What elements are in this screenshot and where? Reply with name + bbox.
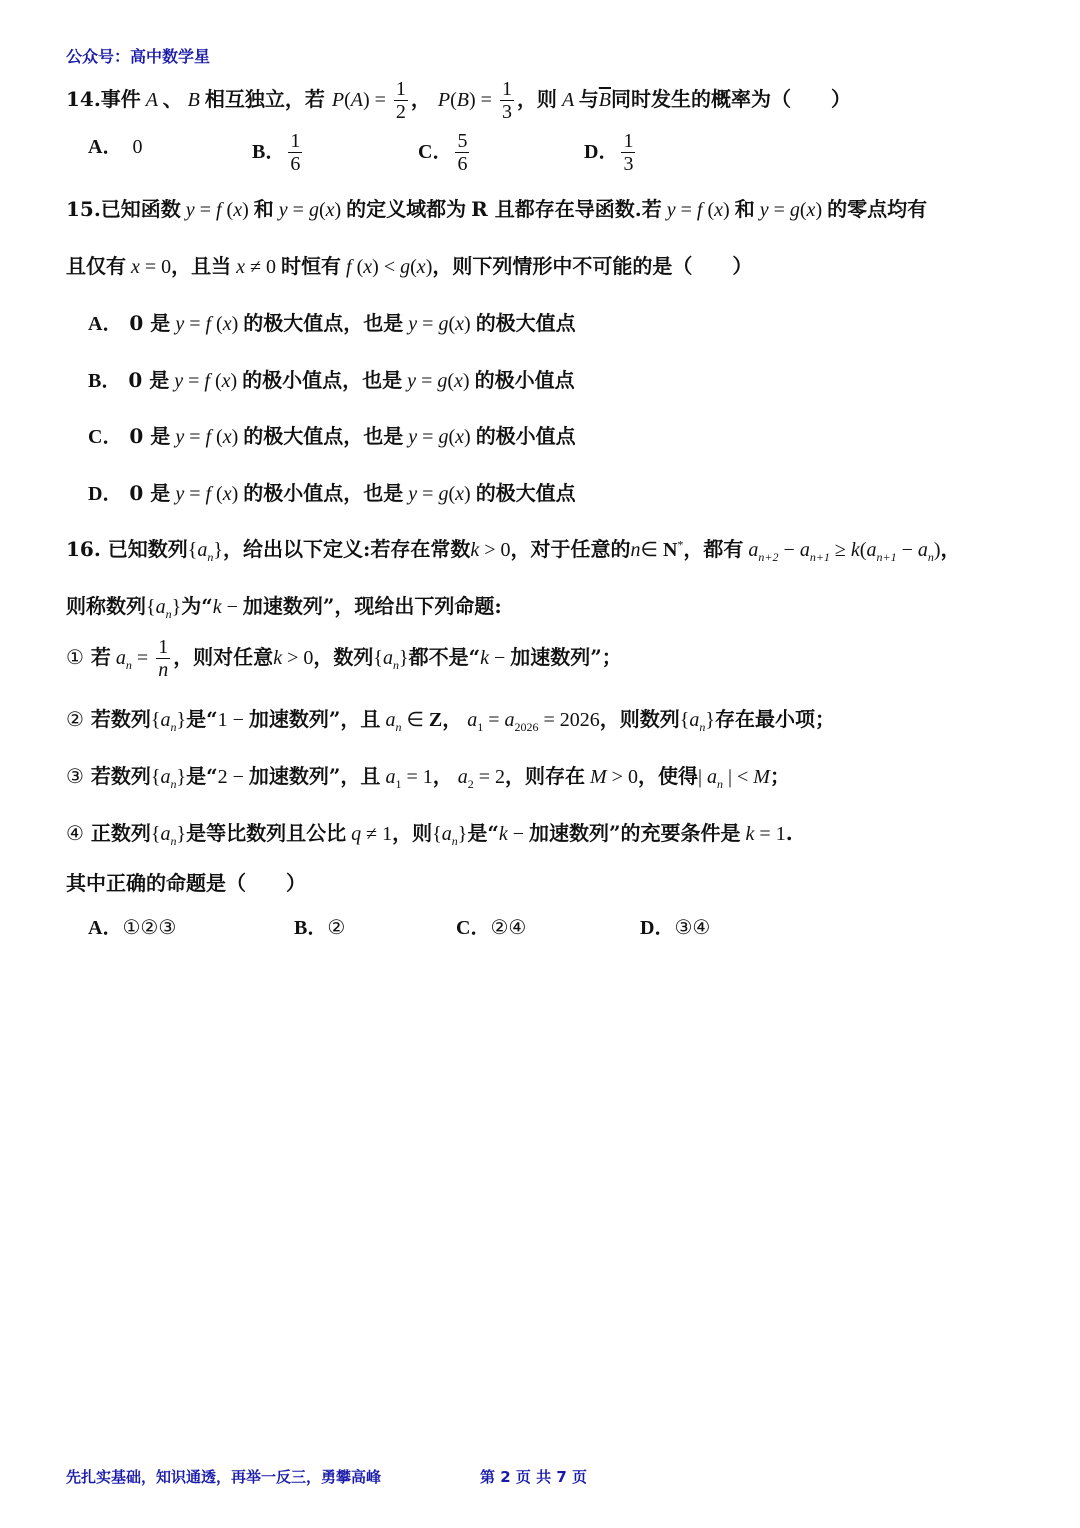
footer-page-number: 第 2 页 共 7 页 <box>480 1468 587 1486</box>
q16-option-a: A．①②③ <box>88 917 177 939</box>
question-16-line-1: 16. 已知数列$\{a_n\}$，给出以下定义:若存在常数k > 0，对于任意的n∈ N*，都有 $a_{n+2} - a_{n+1} \ge k(a_{n+1} - a_n)$， <box>66 537 961 564</box>
question-14: 14.事件 A 、 B 相互独立，若 P(A) = $\frac{1}{2}$ ， P(B) = $\frac{1}{3}$ ，则 A 与$\overline{B}$同时发生的概率为（ ） <box>66 78 852 123</box>
q16-proposition-3: ③ 若数列$\{a_n\}$是“2 − 加速数列”，且 $a_1 = 1$， $a_2 = 2$，则存在 M > 0，使得| $a_n$ | < M； <box>66 764 790 791</box>
q14-option-c: C． $\frac{5}{6}$ <box>418 130 468 175</box>
q16-option-c: C．②④ <box>456 917 527 939</box>
q16-option-d: D．③④ <box>640 917 711 939</box>
question-15-line-2: 且仅有 x = 0，且当 x ≠ 0 时恒有 f (x) < g(x)，则下列情形中不可能的是（ ） <box>66 254 753 278</box>
question-15-line-1: 15.已知函数 y = f (x) 和 y = g(x) 的定义域都为 R 且都存在导函数.若 y = f (x) 和 y = g(x) 的零点均有 <box>66 197 928 221</box>
question-16-line-2: 则称数列$\{a_n\}$为“k − 加速数列”，现给出下列命题: <box>66 594 502 621</box>
q15-option-c: C． 0 是 y = f (x) 的极大值点，也是 y = g(x) 的极小值点 <box>88 424 576 448</box>
q16-proposition-1: ① 若 $a_n$ = $\frac{1}{n}$ ，则对任意k > 0，数列$\{a_n\}$都不是“k − 加速数列”； <box>66 636 622 681</box>
q14-option-d: D． $\frac{1}{3}$ <box>584 130 634 175</box>
q15-option-d: D． 0 是 y = f (x) 的极小值点，也是 y = g(x) 的极大值点 <box>88 481 576 505</box>
q16-option-b: B．② <box>294 917 346 939</box>
question-number: 14. <box>66 87 101 111</box>
q16-proposition-4: ④ 正数列$\{a_n\}$是等比数列且公比 q ≠ 1，则$\{a_n\}$是“k − 加速数列”的充要条件是 k = 1. <box>66 821 793 848</box>
question-number: 15. <box>66 197 101 221</box>
q15-option-a: A． 0 是 y = f (x) 的极大值点，也是 y = g(x) 的极大值点 <box>88 311 576 335</box>
q14-option-a: A． 0 <box>88 136 143 158</box>
q15-option-b: B． 0 是 y = f (x) 的极小值点，也是 y = g(x) 的极小值点 <box>88 368 575 392</box>
q16-proposition-2: ② 若数列$\{a_n\}$是“1 − 加速数列”，且 $a_n$ ∈ Z， $a_1 = a_{2026} = 2026$，则数列$\{a_n\}$存在最小项； <box>66 707 835 734</box>
q14-option-b: B． $\frac{1}{6}$ <box>252 130 301 175</box>
question-number: 16. <box>66 537 101 561</box>
q16-question: 其中正确的命题是（ ） <box>66 871 306 895</box>
header-source: 公众号：高中数学星 <box>66 47 211 66</box>
footer-motto: 先扎实基础，知识通透，再举一反三，勇攀高峰 <box>66 1468 382 1486</box>
